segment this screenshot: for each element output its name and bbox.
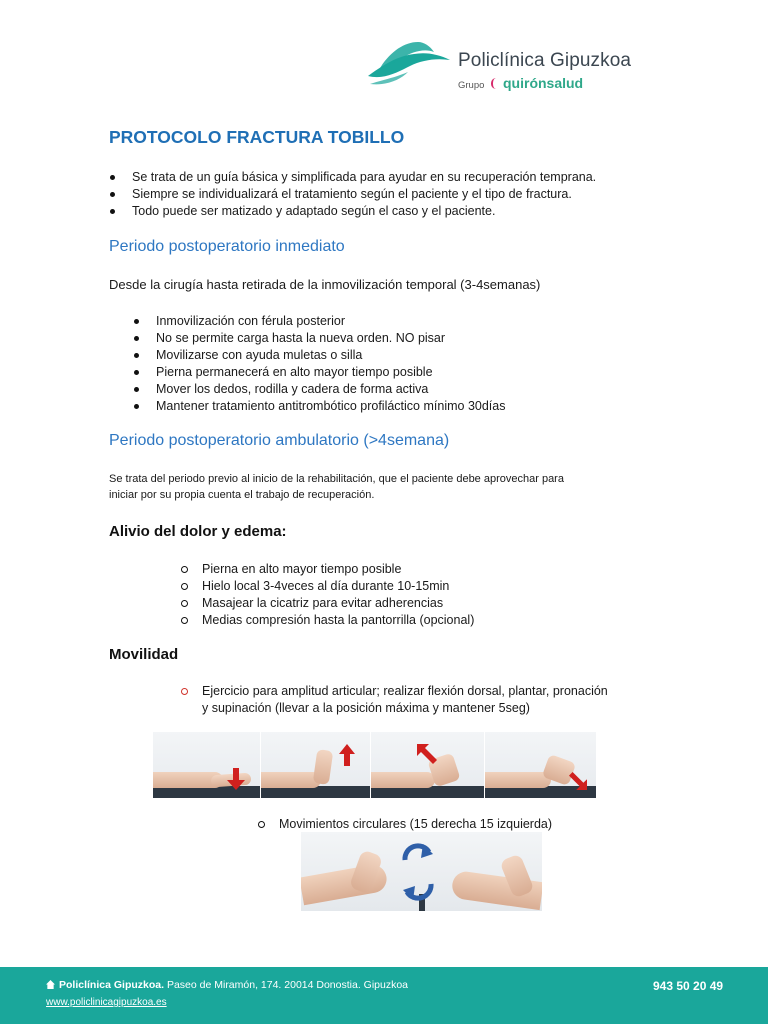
quironsalud-icon: [491, 78, 502, 89]
list-item: Movimientos circulares (15 derecha 15 izquierda): [279, 816, 552, 833]
list-item: No se permite carga hasta la nueva orden. NO pisar: [156, 330, 505, 347]
arrow-down-icon: [227, 768, 245, 790]
clinic-name-logo-text: Policlínica Gipuzkoa: [458, 50, 632, 71]
pain-list: [202, 561, 474, 629]
arrow-down-right-icon: [569, 772, 587, 790]
list-item: Mover los dedos, rodilla y cadera de forma activa: [156, 381, 505, 398]
rotate-arrows-icon: [399, 838, 437, 906]
list-item: Pierna en alto mayor tiempo posible: [202, 561, 474, 578]
section-subtitle: Desde la cirugía hasta retirada de la inmovilización temporal (3-4semanas): [109, 277, 541, 292]
group-label: Grupo: [458, 80, 485, 91]
arrow-up-icon: [339, 744, 355, 766]
footer-website-link[interactable]: www.policlinicagipuzkoa.es: [46, 997, 167, 1008]
intro-bullet-list: [132, 169, 596, 220]
photo-pronation: [371, 732, 484, 798]
list-item: Movilizarse con ayuda muletas o silla: [156, 347, 505, 364]
immediate-bullet-list: [156, 313, 505, 415]
photo-plantar-flexion: [153, 732, 260, 798]
list-item: Pierna permanecerá en alto mayor tiempo posible: [156, 364, 505, 381]
list-item: y supinación (llevar a la posición máxima y mantener 5seg): [202, 701, 530, 715]
list-item: Medias compresión hasta la pantorrilla (opcional): [202, 612, 474, 629]
arrow-up-left-icon: [417, 744, 437, 764]
list-item: Mantener tratamiento antitrombótico profiláctico mínimo 30días: [156, 398, 505, 415]
footer-phone[interactable]: 943 50 20 49: [653, 979, 724, 993]
home-icon: [46, 980, 55, 989]
pain-heading: Alivio del dolor y edema:: [109, 523, 287, 540]
list-item: Siempre se individualizará el tratamiento según el paciente y el tipo de fractura.: [132, 186, 596, 203]
list-item: Masajear la cicatriz para evitar adherencias: [202, 595, 474, 612]
group-brand: quirónsalud: [491, 75, 583, 91]
section-paragraph: Se trata del periodo previo al inicio de la rehabilitación, que el paciente debe aprovechar para iniciar por su propia cuenta el trabajo de recuperación.: [109, 473, 564, 501]
list-item: Ejercicio para amplitud articular; realizar flexión dorsal, plantar, pronación: [202, 683, 608, 700]
circular-movement-photo: [301, 832, 542, 911]
document-title: PROTOCOLO FRACTURA TOBILLO: [109, 127, 405, 147]
photo-supination: [485, 732, 596, 798]
section-heading-immediate: Periodo postoperatorio inmediato: [109, 238, 345, 255]
circular-movement-list: [279, 816, 552, 833]
mobility-heading: Movilidad: [109, 646, 179, 663]
footer-address: Policlínica Gipuzkoa. Paseo de Miramón, 174. 20014 Donostia. Gipuzkoa: [46, 979, 408, 991]
list-item: Todo puede ser matizado y adaptado según el caso y el paciente.: [132, 203, 596, 220]
list-item: Se trata de un guía básica y simplificada para ayudar en su recuperación temprana.: [132, 169, 596, 186]
policlinica-logo-icon: [364, 38, 452, 88]
list-item: Inmovilización con férula posterior: [156, 313, 505, 330]
ankle-exercise-photos: [153, 732, 596, 798]
section-heading-ambulatory: Periodo postoperatorio ambulatorio (>4semana): [109, 432, 450, 449]
list-item: Hielo local 3-4veces al día durante 10-15min: [202, 578, 474, 595]
photo-dorsal-flexion: [261, 732, 370, 798]
footer-bar: [0, 967, 768, 1024]
mobility-list: [202, 683, 608, 717]
